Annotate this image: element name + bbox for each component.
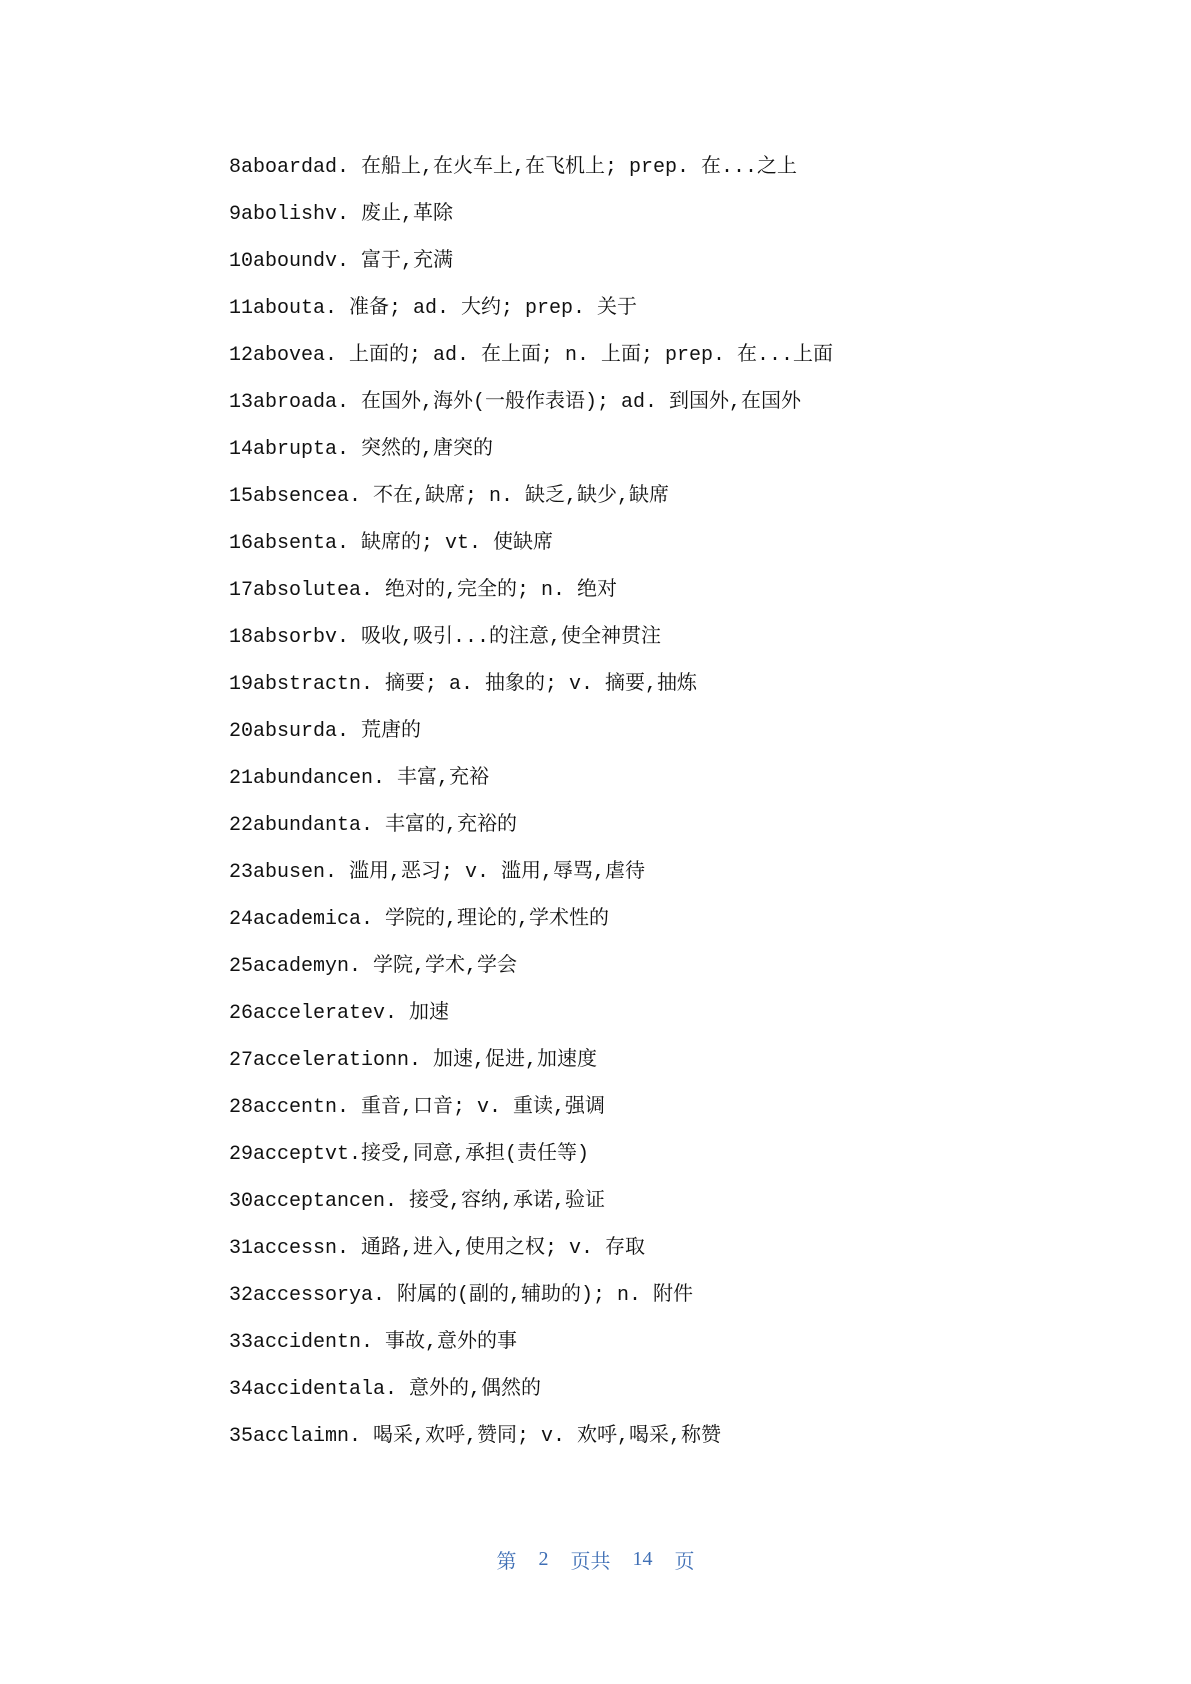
vocab-entry: 27accelerationn. 加速,促进,加速度: [229, 1049, 598, 1072]
vocab-entry: 21abundancen. 丰富,充裕: [229, 767, 490, 790]
vocab-entry: 26acceleratev. 加速: [229, 1002, 450, 1025]
vocab-entry: 32accessorya. 附属的(副的,辅助的); n. 附件: [229, 1284, 694, 1307]
vocab-entry: 22abundanta. 丰富的,充裕的: [229, 814, 518, 837]
page-label-prefix: 第: [496, 1550, 517, 1573]
vocab-entry: 15absencea. 不在,缺席; n. 缺乏,缺少,缺席: [229, 485, 670, 508]
vocab-entry: 8aboardad. 在船上,在火车上,在飞机上; prep. 在...之上: [229, 156, 798, 179]
page-number: 2: [538, 1547, 549, 1570]
vocab-entry: 33accidentn. 事故,意外的事: [229, 1331, 518, 1354]
vocab-entry: 9abolishv. 废止,革除: [229, 203, 454, 226]
page-label-suffix: 页: [674, 1550, 695, 1573]
vocab-entry: 17absolutea. 绝对的,完全的; n. 绝对: [229, 579, 618, 602]
vocab-entry: 28accentn. 重音,口音; v. 重读,强调: [229, 1096, 606, 1119]
vocab-entry: 25academyn. 学院,学术,学会: [229, 955, 518, 978]
vocab-entry: 34accidentala. 意外的,偶然的: [229, 1378, 542, 1401]
vocab-entry: 30acceptancen. 接受,容纳,承诺,验证: [229, 1190, 606, 1213]
vocab-entry: 18absorbv. 吸收,吸引...的注意,使全神贯注: [229, 626, 662, 649]
vocab-entry: 13abroada. 在国外,海外(一般作表语); ad. 到国外,在国外: [229, 391, 802, 414]
vocab-entry: 35acclaimn. 喝采,欢呼,赞同; v. 欢呼,喝采,称赞: [229, 1425, 722, 1448]
total-pages: 14: [632, 1547, 653, 1570]
vocab-entry: 14abrupta. 突然的,唐突的: [229, 438, 494, 461]
page-footer: [0, 1542, 1191, 1576]
vocab-entry: 10aboundv. 富于,充满: [229, 250, 454, 273]
vocab-entry: 11abouta. 准备; ad. 大约; prep. 关于: [229, 297, 638, 320]
vocab-entry: 16absenta. 缺席的; vt. 使缺席: [229, 532, 554, 555]
vocab-entry: 24academica. 学院的,理论的,学术性的: [229, 908, 610, 931]
vocab-entry: 31accessn. 通路,进入,使用之权; v. 存取: [229, 1237, 646, 1260]
vocab-entry: 23abusen. 滥用,恶习; v. 滥用,辱骂,虐待: [229, 861, 646, 884]
page-label-middle: 页共: [570, 1550, 611, 1573]
vocab-list: [229, 144, 1109, 1460]
vocab-entry: 20absurda. 荒唐的: [229, 720, 422, 743]
vocab-entry: 19abstractn. 摘要; a. 抽象的; v. 摘要,抽炼: [229, 673, 698, 696]
vocab-entry: 12abovea. 上面的; ad. 在上面; n. 上面; prep. 在...上面: [229, 344, 834, 367]
vocab-entry: 29acceptvt.接受,同意,承担(责任等): [229, 1143, 590, 1166]
